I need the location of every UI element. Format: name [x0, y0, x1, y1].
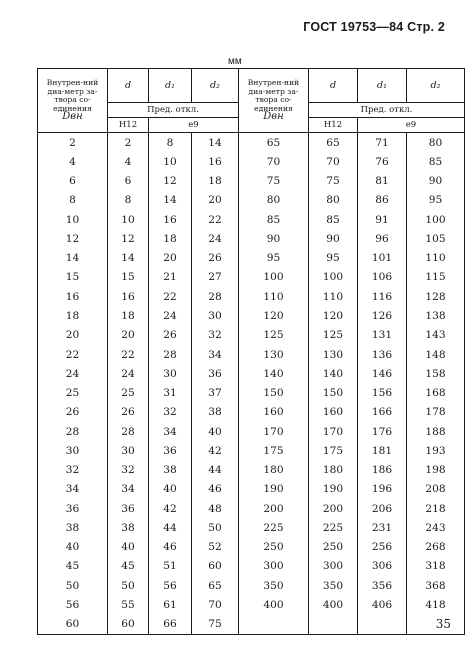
cell-d1-left: 24 [149, 306, 192, 325]
cell-d2-left: 46 [192, 480, 239, 499]
table-row [38, 306, 465, 325]
cell-d1-right: 81 [358, 172, 407, 191]
cell-d1-left: 34 [149, 422, 192, 441]
table-row [38, 441, 465, 460]
cell-dvn-left: 4 [38, 152, 108, 171]
cell-d1-left: 31 [149, 383, 192, 402]
cell-dvn-right: 250 [239, 538, 309, 557]
cell-d2-right: 85 [407, 152, 465, 171]
header-inner-diameter-text: Внутрен-ний диа-метр за-твора со-единения [247, 78, 300, 113]
cell-d-left: 26 [108, 403, 149, 422]
cell-d2-right: 188 [407, 422, 465, 441]
table-row [38, 152, 465, 171]
cell-d-right: 350 [309, 576, 358, 595]
table-row [38, 172, 465, 191]
cell-dvn-right: 120 [239, 306, 309, 325]
cell-d1-right: 186 [358, 461, 407, 480]
table-row [38, 595, 465, 614]
cell-d2-right: 218 [407, 499, 465, 518]
cell-d1-left: 51 [149, 557, 192, 576]
cell-dvn-left: 22 [38, 345, 108, 364]
cell-d2-left: 18 [192, 172, 239, 191]
cell-dvn-right: 160 [239, 403, 309, 422]
cell-d-left: 15 [108, 268, 149, 287]
cell-dvn-right: 100 [239, 268, 309, 287]
cell-d-right: 110 [309, 287, 358, 306]
table-row [38, 210, 465, 229]
cell-d2-left: 48 [192, 499, 239, 518]
table-row [38, 287, 465, 306]
cell-dvn-left: 34 [38, 480, 108, 499]
cell-d1-left: 46 [149, 538, 192, 557]
cell-dvn-left: 6 [38, 172, 108, 191]
cell-d-left: 10 [108, 210, 149, 229]
cell-d-right: 400 [309, 595, 358, 614]
cell-d-left: 25 [108, 383, 149, 402]
header-d-left: d [108, 69, 149, 103]
cell-d2-left: 24 [192, 229, 239, 248]
cell-dvn-right: 180 [239, 461, 309, 480]
cell-dvn-left: 28 [38, 422, 108, 441]
cell-d1-right: 96 [358, 229, 407, 248]
table-row [38, 615, 465, 635]
table-row [38, 403, 465, 422]
cell-d1-right: 91 [358, 210, 407, 229]
page-number: 35 [435, 617, 451, 631]
cell-d2-left: 34 [192, 345, 239, 364]
cell-d1-right: 76 [358, 152, 407, 171]
cell-d1-left: 56 [149, 576, 192, 595]
cell-d1-left: 22 [149, 287, 192, 306]
cell-dvn-left: 30 [38, 441, 108, 460]
cell-dvn-left: 24 [38, 364, 108, 383]
cell-d1-right [358, 615, 407, 635]
cell-dvn-right: 175 [239, 441, 309, 460]
cell-d2-left: 70 [192, 595, 239, 614]
cell-d2-left: 65 [192, 576, 239, 595]
cell-d2-right: 148 [407, 345, 465, 364]
cell-dvn-left: 45 [38, 557, 108, 576]
table-row [38, 480, 465, 499]
cell-d1-left: 16 [149, 210, 192, 229]
cell-d-right: 200 [309, 499, 358, 518]
cell-d2-right: 100 [407, 210, 465, 229]
cell-dvn-right: 350 [239, 576, 309, 595]
cell-d2-left: 28 [192, 287, 239, 306]
cell-d2-left: 26 [192, 249, 239, 268]
table-row [38, 383, 465, 402]
header-d-right: d [309, 69, 358, 103]
cell-d-left: 4 [108, 152, 149, 171]
cell-d2-left: 16 [192, 152, 239, 171]
cell-dvn-left: 15 [38, 268, 108, 287]
cell-dvn-left: 10 [38, 210, 108, 229]
cell-d2-left: 27 [192, 268, 239, 287]
cell-d1-right: 181 [358, 441, 407, 460]
header-inner-diameter-right [239, 69, 309, 133]
cell-d2-right: 243 [407, 518, 465, 537]
cell-d-right: 170 [309, 422, 358, 441]
cell-d1-right: 71 [358, 133, 407, 153]
cell-d-right: 225 [309, 518, 358, 537]
cell-d-left: 40 [108, 538, 149, 557]
cell-d-right: 85 [309, 210, 358, 229]
tolerance-d2-right: e9 [358, 118, 465, 133]
cell-d1-left: 32 [149, 403, 192, 422]
cell-d2-right: 138 [407, 306, 465, 325]
cell-d1-right: 106 [358, 268, 407, 287]
cell-d-left: 36 [108, 499, 149, 518]
cell-d2-right: 95 [407, 191, 465, 210]
cell-dvn-right: 225 [239, 518, 309, 537]
cell-d2-right: 80 [407, 133, 465, 153]
cell-d2-right: 178 [407, 403, 465, 422]
header-d1-right: d₁ [358, 69, 407, 103]
cell-dvn-right: 110 [239, 287, 309, 306]
cell-d2-left: 14 [192, 133, 239, 153]
cell-d-right: 190 [309, 480, 358, 499]
cell-d1-left: 38 [149, 461, 192, 480]
cell-d-right: 140 [309, 364, 358, 383]
cell-dvn-right: 75 [239, 172, 309, 191]
header-inner-diameter-symbol: Dвн [62, 111, 83, 123]
cell-d2-left: 42 [192, 441, 239, 460]
cell-dvn-right: 130 [239, 345, 309, 364]
cell-d1-left: 21 [149, 268, 192, 287]
cell-d-right: 250 [309, 538, 358, 557]
cell-d1-right: 156 [358, 383, 407, 402]
cell-d-right: 90 [309, 229, 358, 248]
cell-d1-right: 306 [358, 557, 407, 576]
cell-dvn-left: 38 [38, 518, 108, 537]
cell-dvn-left: 16 [38, 287, 108, 306]
cell-dvn-left: 14 [38, 249, 108, 268]
cell-d2-right: 90 [407, 172, 465, 191]
cell-dvn-left: 36 [38, 499, 108, 518]
tolerance-d2-left: e9 [149, 118, 239, 133]
cell-d1-right: 131 [358, 326, 407, 345]
cell-d1-right: 136 [358, 345, 407, 364]
cell-d2-left: 30 [192, 306, 239, 325]
cell-d2-left: 52 [192, 538, 239, 557]
cell-d2-left: 40 [192, 422, 239, 441]
table-row [38, 345, 465, 364]
table-row [38, 229, 465, 248]
table-row [38, 191, 465, 210]
cell-d2-right: 115 [407, 268, 465, 287]
header-d2-left: d₂ [192, 69, 239, 103]
cell-d1-right: 196 [358, 480, 407, 499]
cell-d-right: 180 [309, 461, 358, 480]
cell-dvn-right: 150 [239, 383, 309, 402]
cell-d1-right: 86 [358, 191, 407, 210]
table-row [38, 576, 465, 595]
tolerance-d-left: H12 [108, 118, 149, 133]
cell-d1-right: 146 [358, 364, 407, 383]
table-row [38, 268, 465, 287]
table-row [38, 557, 465, 576]
cell-d-right: 80 [309, 191, 358, 210]
cell-dvn-left: 18 [38, 306, 108, 325]
cell-d2-right: 193 [407, 441, 465, 460]
cell-d1-left: 61 [149, 595, 192, 614]
cell-d-right: 65 [309, 133, 358, 153]
header-d2-right: d₂ [407, 69, 465, 103]
cell-d-right: 150 [309, 383, 358, 402]
cell-d1-left: 14 [149, 191, 192, 210]
table-row [38, 133, 465, 153]
cell-d-right: 175 [309, 441, 358, 460]
table-row [38, 461, 465, 480]
cell-dvn-left: 26 [38, 403, 108, 422]
cell-d2-left: 38 [192, 403, 239, 422]
cell-d-right: 95 [309, 249, 358, 268]
header-inner-diameter-left [38, 69, 108, 133]
cell-d-left: 16 [108, 287, 149, 306]
table-row [38, 538, 465, 557]
cell-d1-right: 256 [358, 538, 407, 557]
cell-d-left: 28 [108, 422, 149, 441]
cell-dvn-left: 25 [38, 383, 108, 402]
cell-d1-right: 206 [358, 499, 407, 518]
cell-d1-left: 12 [149, 172, 192, 191]
dimensions-table [37, 68, 465, 635]
cell-dvn-right: 140 [239, 364, 309, 383]
cell-d1-right: 101 [358, 249, 407, 268]
tolerance-header-right: Пред. откл. [309, 103, 465, 118]
cell-d2-left: 50 [192, 518, 239, 537]
cell-dvn-right: 80 [239, 191, 309, 210]
cell-d-left: 60 [108, 615, 149, 635]
cell-dvn-left: 8 [38, 191, 108, 210]
cell-d-left: 45 [108, 557, 149, 576]
cell-d-right: 125 [309, 326, 358, 345]
cell-d2-left: 37 [192, 383, 239, 402]
cell-dvn-left: 32 [38, 461, 108, 480]
cell-d2-right: 318 [407, 557, 465, 576]
cell-d-left: 18 [108, 306, 149, 325]
cell-dvn-right: 190 [239, 480, 309, 499]
cell-d-left: 20 [108, 326, 149, 345]
cell-d2-left: 44 [192, 461, 239, 480]
cell-d-right: 75 [309, 172, 358, 191]
cell-dvn-right: 65 [239, 133, 309, 153]
cell-d1-left: 26 [149, 326, 192, 345]
cell-dvn-left: 40 [38, 538, 108, 557]
cell-d2-left: 22 [192, 210, 239, 229]
cell-d-right: 130 [309, 345, 358, 364]
cell-d2-right: 128 [407, 287, 465, 306]
cell-d2-right: 110 [407, 249, 465, 268]
cell-d-left: 32 [108, 461, 149, 480]
cell-d1-right: 231 [358, 518, 407, 537]
table-row [38, 364, 465, 383]
cell-dvn-right: 125 [239, 326, 309, 345]
cell-d2-right: 268 [407, 538, 465, 557]
cell-d1-left: 66 [149, 615, 192, 635]
cell-d1-left: 44 [149, 518, 192, 537]
cell-d2-right: 158 [407, 364, 465, 383]
cell-dvn-right: 170 [239, 422, 309, 441]
cell-d1-left: 36 [149, 441, 192, 460]
cell-dvn-right: 90 [239, 229, 309, 248]
table-row [38, 249, 465, 268]
cell-d-right: 120 [309, 306, 358, 325]
cell-d2-right: 143 [407, 326, 465, 345]
cell-d-left: 8 [108, 191, 149, 210]
cell-d1-right: 166 [358, 403, 407, 422]
unit-label: мм [228, 56, 242, 67]
document-header: ГОСТ 19753—84 Стр. 2 [303, 20, 445, 34]
cell-d2-left: 32 [192, 326, 239, 345]
cell-dvn-left: 60 [38, 615, 108, 635]
cell-d1-left: 28 [149, 345, 192, 364]
cell-d1-left: 30 [149, 364, 192, 383]
cell-dvn-right: 70 [239, 152, 309, 171]
cell-d1-left: 18 [149, 229, 192, 248]
table-row [38, 422, 465, 441]
cell-dvn-left: 56 [38, 595, 108, 614]
cell-d1-left: 42 [149, 499, 192, 518]
cell-d2-left: 60 [192, 557, 239, 576]
cell-d-right: 100 [309, 268, 358, 287]
cell-d2-right: 105 [407, 229, 465, 248]
cell-dvn-right: 85 [239, 210, 309, 229]
cell-d-left: 22 [108, 345, 149, 364]
cell-d1-left: 40 [149, 480, 192, 499]
cell-d-left: 55 [108, 595, 149, 614]
cell-dvn-right: 200 [239, 499, 309, 518]
cell-dvn-left: 12 [38, 229, 108, 248]
cell-d2-right: 168 [407, 383, 465, 402]
cell-dvn-right: 95 [239, 249, 309, 268]
table-row [38, 518, 465, 537]
cell-dvn-right: 300 [239, 557, 309, 576]
cell-d2-right: 418 [407, 595, 465, 614]
cell-d-right [309, 615, 358, 635]
table-body [38, 133, 465, 635]
cell-dvn-right [239, 615, 309, 635]
cell-d2-right: 208 [407, 480, 465, 499]
cell-d1-left: 8 [149, 133, 192, 153]
tolerance-d-right: H12 [309, 118, 358, 133]
cell-d-left: 6 [108, 172, 149, 191]
cell-d1-right: 176 [358, 422, 407, 441]
cell-d-left: 2 [108, 133, 149, 153]
header-inner-diameter-symbol: Dвн [263, 111, 284, 123]
cell-d-right: 160 [309, 403, 358, 422]
cell-dvn-right: 400 [239, 595, 309, 614]
cell-d-left: 38 [108, 518, 149, 537]
tolerance-header-left: Пред. откл. [108, 103, 239, 118]
cell-d-right: 70 [309, 152, 358, 171]
cell-d2-left: 20 [192, 191, 239, 210]
cell-d1-right: 116 [358, 287, 407, 306]
cell-d-left: 14 [108, 249, 149, 268]
table-row [38, 326, 465, 345]
cell-d1-left: 10 [149, 152, 192, 171]
cell-d-left: 24 [108, 364, 149, 383]
cell-d2-right: 368 [407, 576, 465, 595]
cell-dvn-left: 2 [38, 133, 108, 153]
header-inner-diameter-text: Внутрен-ний диа-метр за-твора со-единения [46, 78, 99, 113]
cell-d-left: 30 [108, 441, 149, 460]
header-d1-left: d₁ [149, 69, 192, 103]
cell-d1-right: 356 [358, 576, 407, 595]
cell-dvn-left: 50 [38, 576, 108, 595]
cell-d1-left: 20 [149, 249, 192, 268]
cell-d2-left: 75 [192, 615, 239, 635]
cell-d-left: 12 [108, 229, 149, 248]
cell-d1-right: 126 [358, 306, 407, 325]
cell-d1-right: 406 [358, 595, 407, 614]
cell-d-left: 34 [108, 480, 149, 499]
cell-dvn-left: 20 [38, 326, 108, 345]
cell-d-right: 300 [309, 557, 358, 576]
table-row [38, 499, 465, 518]
cell-d2-left: 36 [192, 364, 239, 383]
cell-d2-right: 198 [407, 461, 465, 480]
cell-d-left: 50 [108, 576, 149, 595]
